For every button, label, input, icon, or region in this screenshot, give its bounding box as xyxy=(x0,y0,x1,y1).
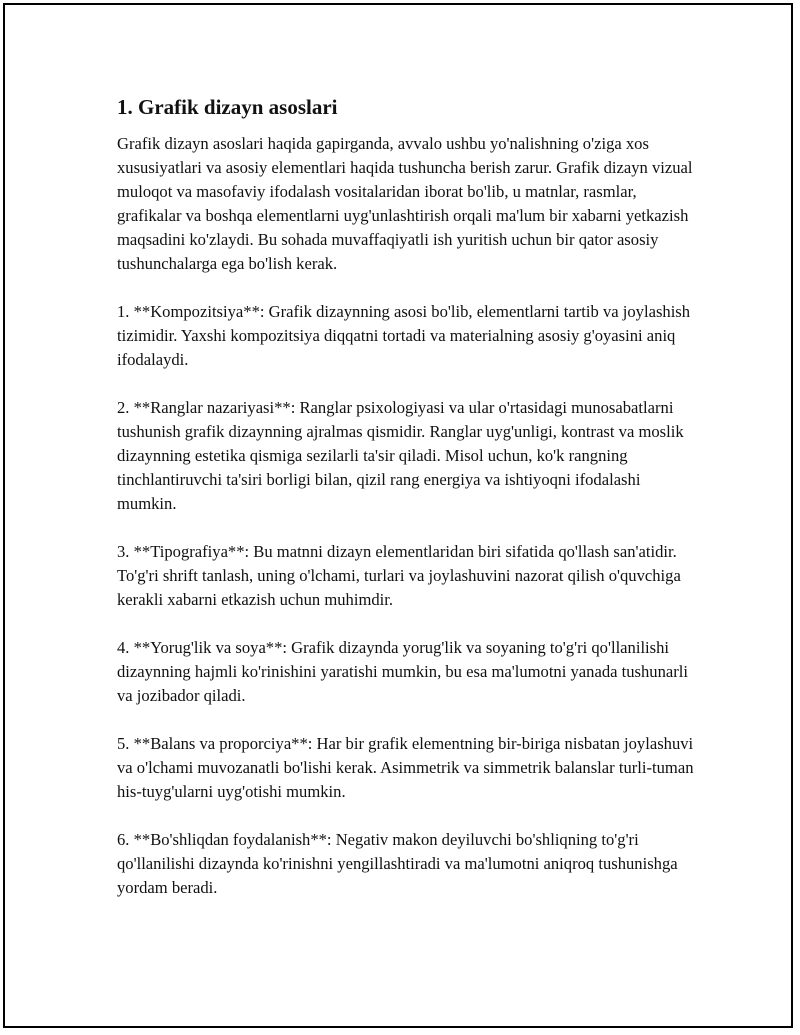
document-body xyxy=(117,94,697,924)
paragraph-balans-va-proporciya: 5. **Balans va proporciya**: Har bir grafik elementning bir-biriga nisbatan joylashuvi va o'lchami muvozanatli bo'lishi kerak. Asimmetrik va simmetrik balanslar turli-tuman his-tuyg'ularni uyg'otishi mumkin. xyxy=(117,734,694,801)
paragraph-boshliqdan-foydalanish: 6. **Bo'shliqdan foydalanish**: Negativ makon deyiluvchi bo'shliqning to'g'ri qo'llanilishi dizaynda ko'rinishni yengillashtiradi va ma'lumotni aniqroq tushunishga yordam beradi. xyxy=(117,830,678,897)
section-heading: 1. Grafik dizayn asoslari xyxy=(117,95,338,119)
paragraph-ranglar-nazariyasi: 2. **Ranglar nazariyasi**: Ranglar psixologiyasi va ular o'rtasidagi munosabatlarni tushunish grafik dizaynning ajralmas qismidir. Ranglar uyg'unligi, kontrast va moslik dizaynning estetika qismiga sezilarli ta'sir qiladi. Misol uchun, ko'k rangning tinchlantiruvchi ta'siri borligi bilan, qizil rang energiya va ishtiyoqni ifodalashi mumkin. xyxy=(117,398,684,513)
paragraph-tipografiya: 3. **Tipografiya**: Bu matnni dizayn elementlaridan biri sifatida qo'llash san'atidir. To'g'ri shrift tanlash, uning o'lchami, turlari va joylashuvini nazorat qilish o'quvchiga kerakli xabarni etkazish uchun muhimdir. xyxy=(117,542,681,609)
intro-paragraph: Grafik dizayn asoslari haqida gapirganda, avvalo ushbu yo'nalishning o'ziga xos xususiyatlari va asosiy elementlari haqida tushuncha berish zarur. Grafik dizayn vizual muloqot va masofaviy ifodalash vositalaridan iborat bo'lib, u matnlar, rasmlar, grafikalar va boshqa elementlarni uyg'unlashtirish orqali ma'lum bir xabarni yetkazish maqsadini ko'zlaydi. Bu sohada muvaffaqiyatli ish yuritish uchun bir qator asosiy tushunchalarga ega bo'lish kerak. xyxy=(117,134,693,273)
paragraph-kompozitsiya: 1. **Kompozitsiya**: Grafik dizaynning asosi bo'lib, elementlarni tartib va joylashish tizimidir. Yaxshi kompozitsiya diqqatni tortadi va materialning asosiy g'oyasini aniq ifodalaydi. xyxy=(117,302,691,369)
paragraph-yoruglik-va-soya: 4. **Yorug'lik va soya**: Grafik dizaynda yorug'lik va soyaning to'g'ri qo'llanilishi dizaynning hajmli ko'rinishini yaratishi mumkin, bu esa ma'lumotni yanada tushunarli va jozibador qiladi. xyxy=(117,638,688,705)
